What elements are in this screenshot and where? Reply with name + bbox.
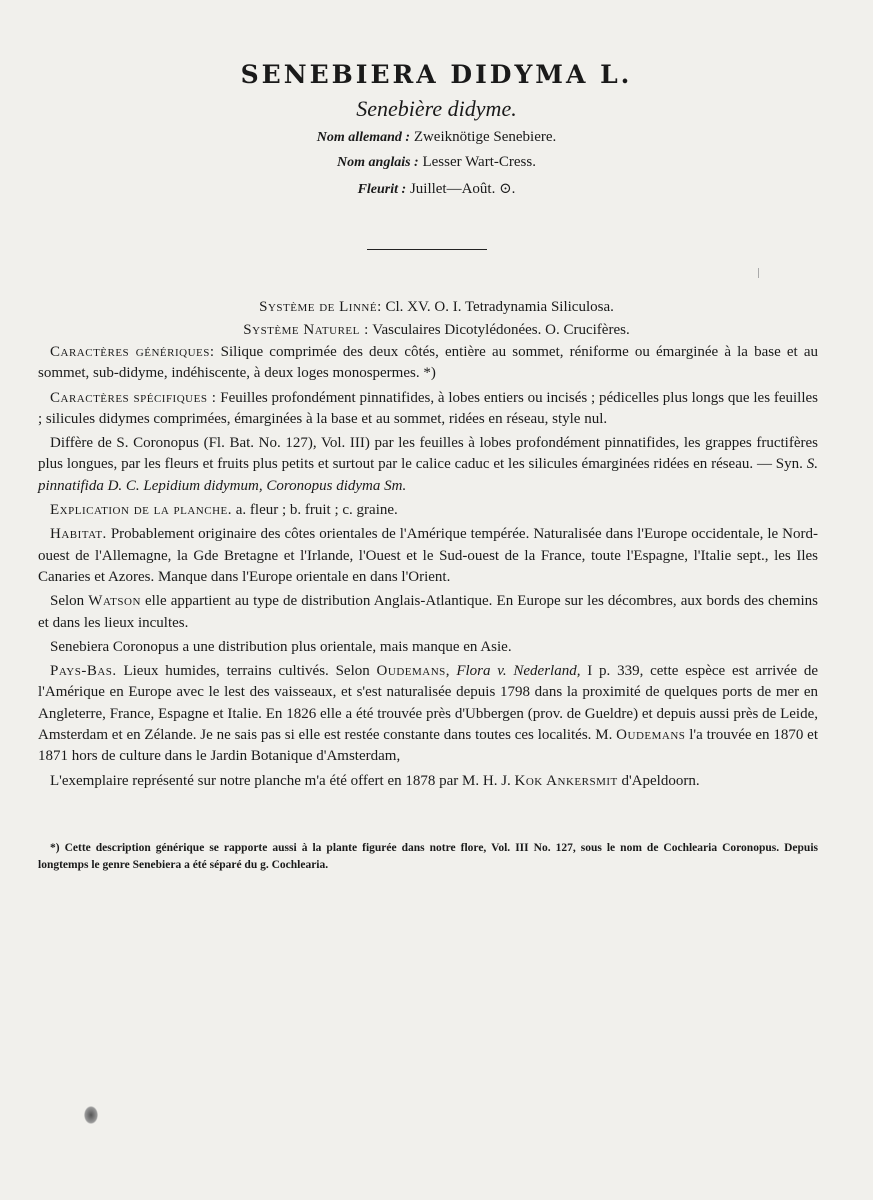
differs-text: Diffère de S. Coronopus (Fl. Bat. No. 127), Vol. III) par les feuilles à lobes profondément pinnatifides, les grappes fructifères plus longues, par les fleurs et fruits plus petits et surtout par le calice caduc et les silicules émarginées ridées en réseau. — Syn. <box>38 435 818 473</box>
flora-title: Flora v. Nederland, <box>456 663 581 680</box>
watson-pre: Selon <box>50 593 85 610</box>
english-name-line <box>0 154 873 171</box>
english-name-label: Nom anglais : <box>337 155 419 170</box>
natural-system-value: Vasculaires Dicotylédonées. O. Crucifères. <box>372 322 630 338</box>
divider-rule <box>367 249 487 250</box>
specimen-pre: L'exemplaire représenté sur notre planche m'a été offert en 1878 par M. H. J. <box>50 772 511 789</box>
specimen-donor: Kok Ankersmit <box>514 772 618 789</box>
description-body <box>38 342 818 795</box>
generic-characters-text: Silique comprimée des deux côtés, entière au sommet, réniforme ou émarginée à la base et au sommet, sub-didyme, indéhiscente, à deux loges monospermes. *) <box>38 344 818 382</box>
watson-name: Watson <box>88 593 141 610</box>
ink-smudge <box>84 1106 98 1124</box>
linne-system-label: Système de Linné: <box>259 299 382 315</box>
oudemans-name: Oudemans <box>376 663 446 680</box>
differs-paragraph <box>38 433 818 497</box>
footnote: *) Cette description générique se rapporte aussi à la plante figurée dans notre flore, Vol. III No. 127, sous le nom de Cochlearia Coronopus. Depuis longtemps le genre Senebiera a été séparé du g. Cochlearia. <box>38 842 818 871</box>
plate-explanation-label: Explication de la planche. <box>50 502 232 519</box>
habitat-text: Probablement originaire des côtes orientales de l'Amérique tempérée. Naturalisée dans l'Europe occidentale, le Nord-ouest de l'Allemagne, la Gde Bretagne et l'Irlande, l'Ouest et le Sud-ouest de la France, toute l'Espagne, l'Italie sept., les Iles Canaries et Azores. Manque dans l'Europe orientale en dans l'Orient. <box>38 526 819 585</box>
flowering-line <box>0 179 873 198</box>
linne-system-line <box>0 299 873 316</box>
synonyms-text: S. pinnatifida D. C. Lepidium didymum, Coronopus didyma Sm. <box>38 456 818 494</box>
specimen-paragraph <box>38 771 818 792</box>
plate-explanation-text: a. fleur ; b. fruit ; c. graine. <box>235 502 398 519</box>
natural-system-label: Système Naturel : <box>243 322 369 338</box>
natural-system-line <box>0 322 873 339</box>
oudemans-name-2: Oudemans <box>616 727 686 744</box>
german-name-label: Nom allemand : <box>316 130 411 145</box>
specific-characters-text: Feuilles profondément pinnatifides, à lobes entiers ou incisés ; pédicelles plus longs que les feuilles ; silicules didymes comprimées, émarginées à la base et au sommet, ridées en réseau, style nul. <box>38 389 819 427</box>
specific-characters-label: Caractères spécifiques : <box>50 389 217 406</box>
generic-characters-label: Caractères génériques: <box>50 344 215 360</box>
species-title: SENEBIERA DIDYMA L. <box>240 60 633 89</box>
netherlands-pre: Lieux humides, terrains cultivés. Selon <box>123 663 370 680</box>
german-name-value: Zweiknötige Senebiere. <box>413 129 557 145</box>
netherlands-label: Pays-Bas. <box>50 663 117 680</box>
french-name: Senebière didyme. <box>356 96 517 121</box>
watson-text: elle appartient au type de distribution Anglais-Atlantique. En Europe sur les décombres, aux bords des chemins et dans les lieux incultes. <box>38 593 819 631</box>
specimen-post: d'Apeldoorn. <box>621 772 700 789</box>
flowering-label: Fleurit : <box>357 182 407 197</box>
watson-paragraph <box>38 591 818 634</box>
specific-characters <box>38 388 818 431</box>
flowering-value: Juillet—Août. ⊙. <box>409 181 516 197</box>
coronopus-paragraph: Senebiera Coronopus a une distribution plus orientale, mais manque en Asie. <box>50 638 512 655</box>
netherlands-text: I p. 339, cette espèce est arrivée de l'Amérique en Europe avec le lest des vaisseaux, et s'est naturalisée depuis 1798 dans la proximité de quelques ports de mer en Angleterre, France, Espagne et Italie. En 1826 elle a été trouvée près d'Ubbergen (prov. de Gueldre) et depuis aussi près de Leide, Amsterdam et en Zélande. Je ne sais pas si elle est restée constante dans toutes ces localités. M. <box>38 663 819 744</box>
german-name-line <box>0 129 873 146</box>
habitat-paragraph <box>38 524 818 588</box>
habitat-label: Habitat. <box>50 526 107 543</box>
netherlands-text-2: l'a trouvée en 1870 et 1871 hors de culture dans le Jardin Botanique d'Amsterdam, <box>38 727 819 765</box>
page-mark <box>758 268 759 278</box>
english-name-value: Lesser Wart-Cress. <box>422 154 536 170</box>
plate-explanation <box>38 500 818 521</box>
netherlands-paragraph: Pays-Bas. Lieux humides, terrains cultivés. Selon Oudemans, Flora v. Nederland, I p. 339, cette espèce est arrivée de l'Amérique en Europe avec le lest des vaisseaux, et s'est naturalisée depuis 1798 dans la proximité de quelques ports de mer en Angleterre, France, Espagne et Italie. En 1826 elle a été trouvée près d'Ubbergen (prov. de Gueldre) et depuis aussi près de Leide, Amsterdam et en Zélande. Je ne sais pas si elle est restée constante dans toutes ces localités. M. Oudemans l'a trouvée en 1870 et 1871 hors de culture dans le Jardin Botanique d'Amsterdam, <box>38 663 819 765</box>
generic-characters <box>38 342 818 385</box>
linne-system-value: Cl. XV. O. I. Tetradynamia Siliculosa. <box>385 299 614 315</box>
